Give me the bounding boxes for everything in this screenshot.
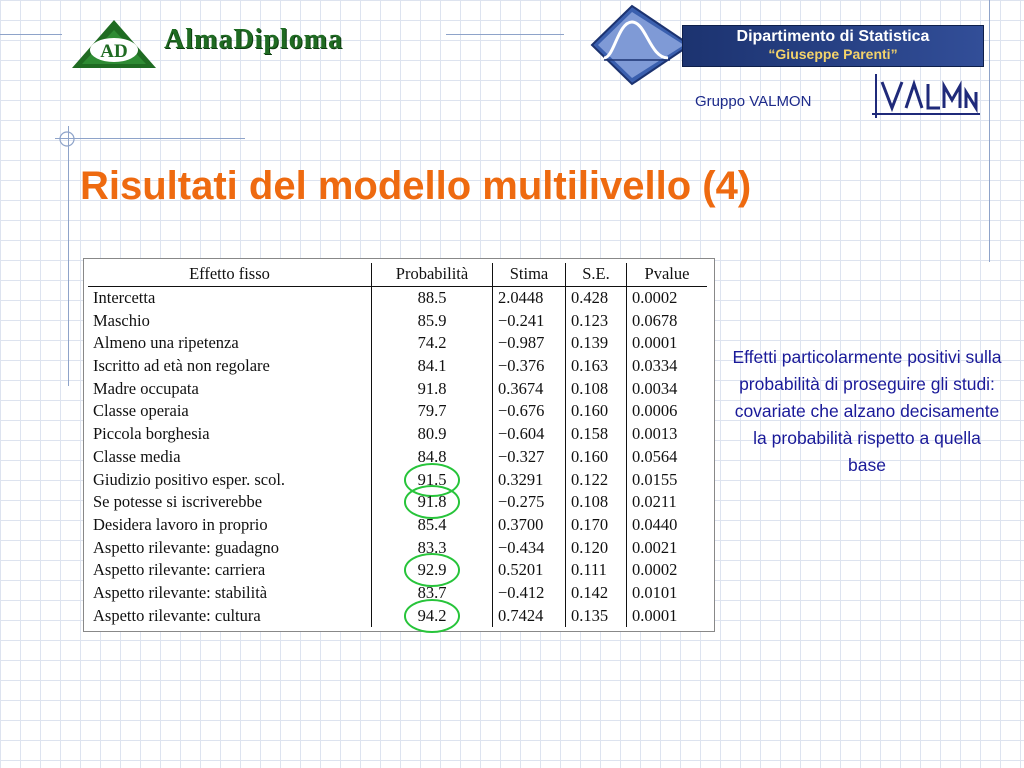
- probability-cell: [372, 286, 493, 309]
- probability-value: 74.2: [417, 333, 447, 353]
- se-cell: 0.135: [566, 604, 627, 627]
- table-row: [88, 377, 707, 400]
- estimate-cell: −0.434: [493, 536, 566, 559]
- column-header-estimate: Stima: [493, 263, 566, 286]
- probability-cell: [372, 332, 493, 355]
- estimate-cell: −0.412: [493, 582, 566, 605]
- pvalue-cell: 0.0334: [627, 355, 708, 378]
- ad-emblem-icon: [70, 18, 158, 70]
- table-row: [88, 604, 707, 627]
- probability-value: 91.8: [417, 378, 447, 398]
- table-header-row: [88, 263, 707, 286]
- estimate-cell: 2.0448: [493, 286, 566, 309]
- table-row: [88, 400, 707, 423]
- table-body: [88, 286, 707, 627]
- estimate-cell: −0.327: [493, 446, 566, 469]
- table-row: [88, 468, 707, 491]
- se-cell: 0.142: [566, 582, 627, 605]
- estimate-cell: −0.376: [493, 355, 566, 378]
- header-underline: [55, 138, 245, 139]
- pvalue-cell: 0.0440: [627, 514, 708, 537]
- table-row: [88, 355, 707, 378]
- probability-cell: [372, 355, 493, 378]
- top-rule-mid: [446, 34, 564, 35]
- effect-cell: Aspetto rilevante: cultura: [93, 605, 261, 625]
- pvalue-cell: 0.0002: [627, 286, 708, 309]
- table-row: [88, 514, 707, 537]
- department-name: Dipartimento di Statistica: [736, 28, 930, 45]
- table-row: [88, 309, 707, 332]
- probability-cell: [372, 423, 493, 446]
- probability-value: 85.9: [417, 310, 447, 330]
- pvalue-cell: 0.0001: [627, 332, 708, 355]
- se-cell: 0.108: [566, 491, 627, 514]
- estimate-cell: 0.5201: [493, 559, 566, 582]
- estimate-cell: −0.676: [493, 400, 566, 423]
- probability-value: 80.9: [417, 424, 447, 444]
- probability-cell: [372, 559, 493, 582]
- table-row: [88, 536, 707, 559]
- se-cell: 0.160: [566, 446, 627, 469]
- probability-value: 84.1: [417, 356, 447, 376]
- probability-cell: [372, 491, 493, 514]
- pvalue-cell: 0.0013: [627, 423, 708, 446]
- pvalue-cell: 0.0678: [627, 309, 708, 332]
- effect-cell: Aspetto rilevante: guadagno: [93, 537, 280, 557]
- se-cell: 0.139: [566, 332, 627, 355]
- effect-cell: Madre occupata: [93, 378, 199, 398]
- se-cell: 0.111: [566, 559, 627, 582]
- table-row: [88, 423, 707, 446]
- group-label: Gruppo VALMON: [695, 93, 812, 110]
- department-dedication: “Giuseppe Parenti”: [768, 46, 898, 62]
- se-cell: 0.170: [566, 514, 627, 537]
- effect-cell: Se potesse si iscriverebbe: [93, 492, 263, 512]
- slide-title: Risultati del modello multilivello (4): [80, 164, 752, 208]
- effect-cell: Almeno una ripetenza: [93, 333, 239, 353]
- table-row: [88, 582, 707, 605]
- ad-badge-text: AD: [100, 41, 128, 62]
- probability-cell: [372, 400, 493, 423]
- column-header-effect: Effetto fisso: [88, 263, 372, 286]
- effect-cell: Intercetta: [93, 288, 156, 308]
- highlighted-probability: 91.5: [414, 469, 451, 491]
- probability-cell: [372, 514, 493, 537]
- probability-value: 85.4: [417, 514, 447, 534]
- column-header-probability: Probabilità: [372, 263, 493, 286]
- table-row: [88, 491, 707, 514]
- probability-value: 83.3: [417, 537, 447, 557]
- estimate-cell: −0.275: [493, 491, 566, 514]
- table-row: [88, 286, 707, 309]
- estimate-cell: −0.987: [493, 332, 566, 355]
- effect-cell: Classe operaia: [93, 401, 189, 421]
- se-cell: 0.120: [566, 536, 627, 559]
- estimate-cell: 0.3700: [493, 514, 566, 537]
- highlighted-probability: 92.9: [414, 559, 451, 581]
- valmon-logo-text: VALMON: [868, 68, 873, 69]
- pvalue-cell: 0.0006: [627, 400, 708, 423]
- statistics-curve-emblem-icon: [574, 2, 694, 88]
- pvalue-cell: 0.0155: [627, 468, 708, 491]
- se-cell: 0.160: [566, 400, 627, 423]
- effect-cell: Piccola borghesia: [93, 424, 210, 444]
- probability-cell: [372, 604, 493, 627]
- effect-cell: Aspetto rilevante: carriera: [93, 560, 266, 580]
- pvalue-cell: 0.0002: [627, 559, 708, 582]
- probability-cell: [372, 309, 493, 332]
- probability-cell: [372, 377, 493, 400]
- probability-value: 84.8: [417, 446, 447, 466]
- pvalue-cell: 0.0021: [627, 536, 708, 559]
- pvalue-cell: 0.0101: [627, 582, 708, 605]
- pvalue-cell: 0.0034: [627, 377, 708, 400]
- probability-value: 79.7: [417, 401, 447, 421]
- almadiploma-logo: [70, 18, 442, 70]
- estimate-cell: −0.604: [493, 423, 566, 446]
- estimate-cell: 0.3291: [493, 468, 566, 491]
- crosshair-icon: [56, 128, 78, 150]
- valmon-logo: [868, 68, 984, 122]
- column-header-pvalue: Pvalue: [627, 263, 708, 286]
- side-note: Effetti particolarmente positivi sulla probabilità di proseguire gli studi: covariate che alzano decisamente la probabilità rispetto a quella base: [732, 347, 1002, 475]
- se-cell: 0.123: [566, 309, 627, 332]
- effect-cell: Giudizio positivo esper. scol.: [93, 469, 286, 489]
- table-row: [88, 332, 707, 355]
- se-cell: 0.158: [566, 423, 627, 446]
- column-header-se: S.E.: [566, 263, 627, 286]
- estimate-cell: 0.7424: [493, 604, 566, 627]
- pvalue-cell: 0.0211: [627, 491, 708, 514]
- top-rule-left: [0, 34, 62, 35]
- pvalue-cell: 0.0564: [627, 446, 708, 469]
- se-cell: 0.108: [566, 377, 627, 400]
- table-row: [88, 446, 707, 469]
- results-table-frame: [83, 258, 715, 632]
- pvalue-cell: 0.0001: [627, 604, 708, 627]
- right-vertical-rule: [989, 0, 990, 262]
- department-name-box: [682, 25, 984, 67]
- se-cell: 0.163: [566, 355, 627, 378]
- highlighted-probability: 91.8: [414, 491, 451, 513]
- effect-cell: Iscritto ad età non regolare: [93, 356, 270, 376]
- effect-cell: Classe media: [93, 446, 181, 466]
- results-table: [88, 263, 707, 627]
- effect-cell: Aspetto rilevante: stabilità: [93, 582, 268, 602]
- probability-value: 83.7: [417, 582, 447, 602]
- table-row: [88, 559, 707, 582]
- effect-cell: Desidera lavoro in proprio: [93, 514, 268, 534]
- highlighted-probability: 94.2: [414, 605, 451, 627]
- estimate-cell: 0.3674: [493, 377, 566, 400]
- se-cell: 0.122: [566, 468, 627, 491]
- left-vertical-rule: [68, 126, 69, 386]
- effect-cell: Maschio: [93, 310, 150, 330]
- se-cell: 0.428: [566, 286, 627, 309]
- probability-value: 88.5: [417, 288, 447, 308]
- almadiploma-wordmark: AlmaDiploma: [164, 24, 343, 55]
- estimate-cell: −0.241: [493, 309, 566, 332]
